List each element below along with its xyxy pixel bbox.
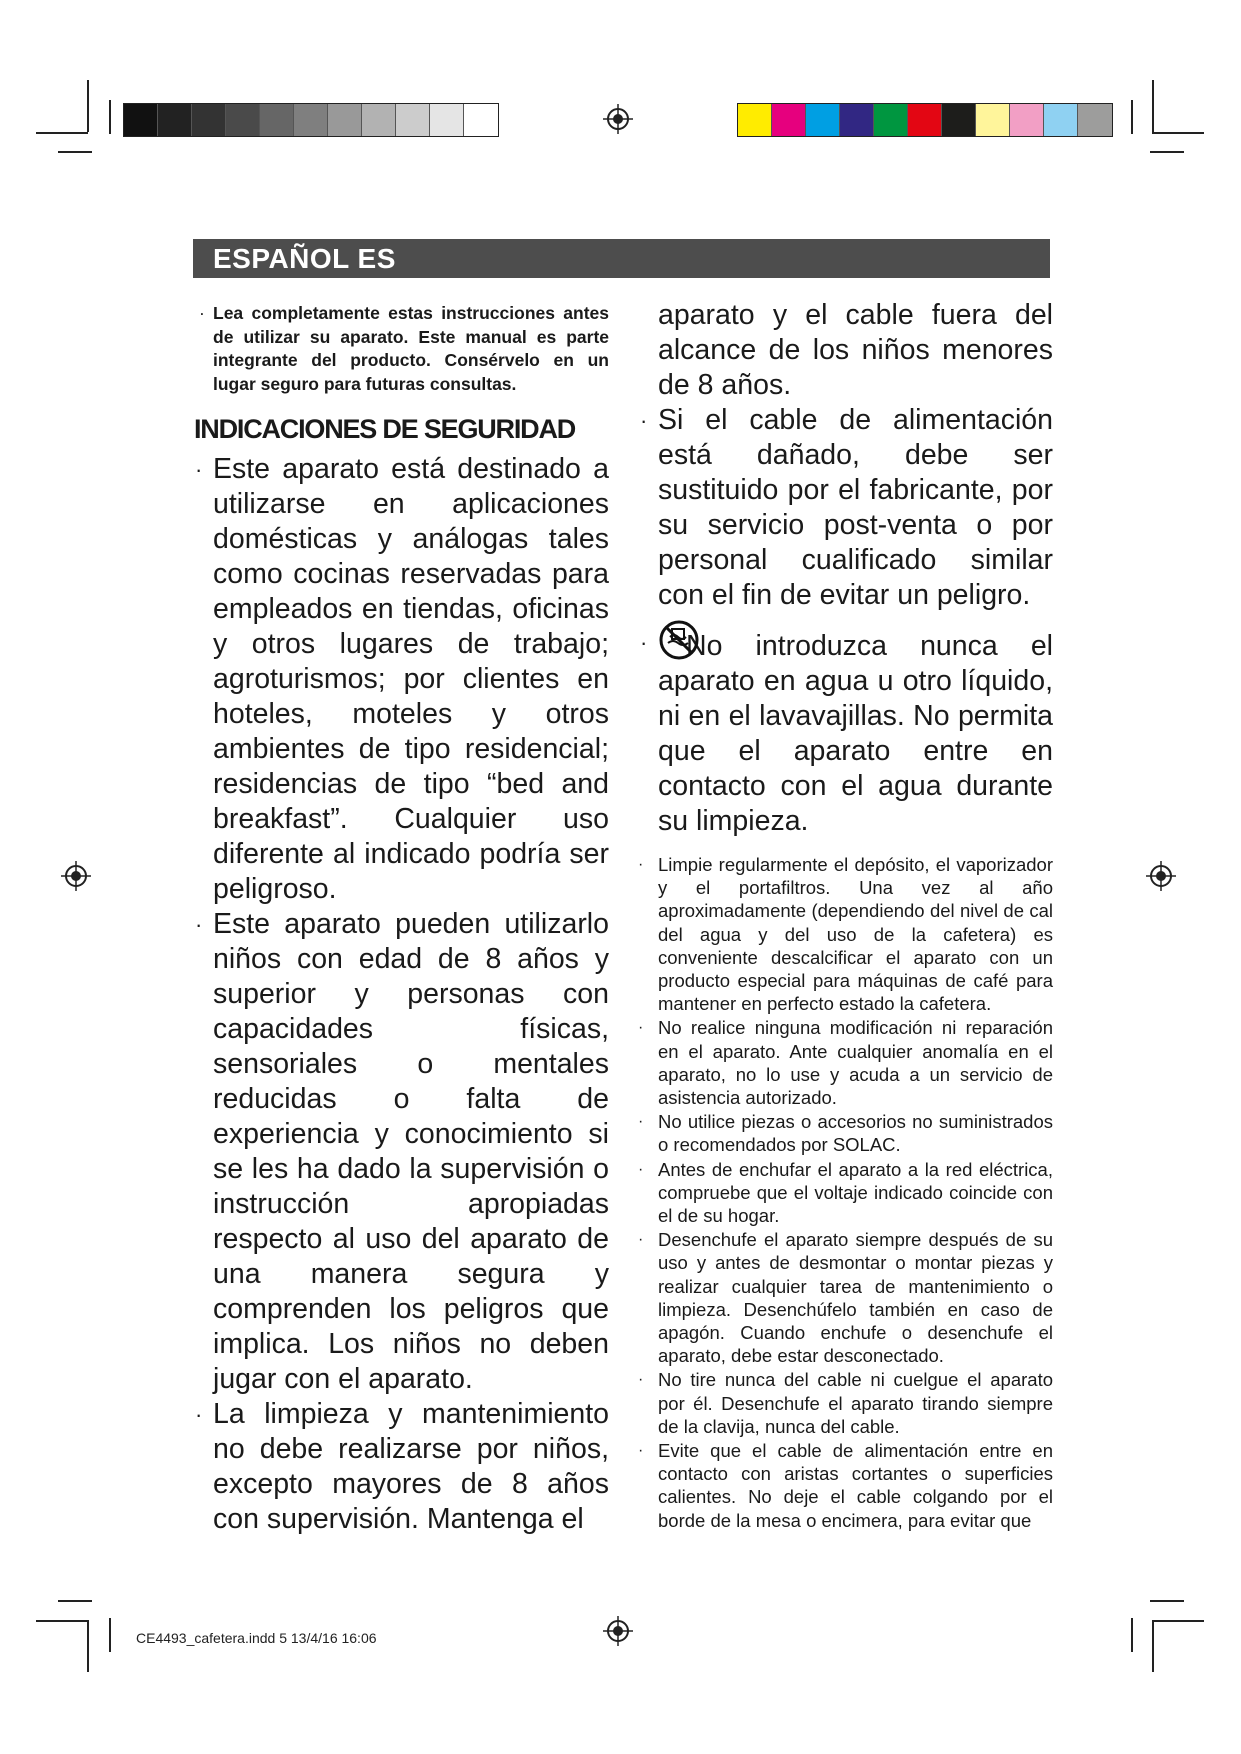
right-column [638, 298, 1053, 1533]
crop-mark-tr-h [1152, 132, 1204, 134]
item-bullet: · [640, 408, 648, 433]
item-bullet: · [195, 912, 203, 937]
grayscale-color-bar [123, 103, 499, 137]
continued-text: aparato y el cable fuera del alcance de los niños menores de 8 años. [658, 299, 1053, 401]
grayscale-swatch [124, 104, 158, 136]
left-column [195, 302, 609, 1537]
intro-bullet: · [199, 303, 205, 323]
item-bullet: · [638, 1231, 644, 1249]
process-color-swatch [840, 104, 874, 136]
item-bullet: · [638, 1371, 644, 1389]
safety-item-no-immerse [640, 619, 1053, 839]
grayscale-swatch [192, 104, 226, 136]
item-bullet: · [638, 1442, 644, 1460]
crop-mark-bl-h [36, 1620, 88, 1622]
grayscale-swatch [158, 104, 192, 136]
crop-mark-tl-h [36, 132, 88, 134]
print-slug: CE4493_cafetera.indd 5 13/4/16 16:06 [136, 1630, 377, 1646]
crop-mark-bl-h2 [58, 1600, 92, 1602]
crop-mark-tr-v2 [1131, 100, 1133, 134]
small-item-text: Evite que el cable de alimentación entre en contacto con aristas cortantes o superficies calientes. No deje el cable colgando por el borde de la mesa o encimera, para evitar que [658, 1440, 1053, 1531]
crop-mark-bl-v [87, 1620, 89, 1672]
item-bullet: · [638, 856, 644, 873]
small-item-text: Antes de enchufar el aparato a la red eléctrica, compruebe que el voltaje indicado coincide con el de su hogar. [658, 1158, 1053, 1227]
small-items-list [638, 853, 1053, 1532]
intro-paragraph [195, 302, 609, 396]
crop-mark-br-v2 [1131, 1618, 1133, 1652]
process-color-swatch [976, 104, 1010, 136]
language-header-bar [193, 239, 1050, 278]
safety-item-text: No introduzca nunca el aparato en agua u otro líquido, ni en el lavavajillas. No permita que el aparato entre en contacto con el agua durante su limpieza. [658, 630, 1053, 837]
grayscale-swatch [328, 104, 362, 136]
grayscale-swatch [362, 104, 396, 136]
registration-mark-top-icon [603, 104, 633, 134]
crop-mark-br-h [1152, 1620, 1204, 1622]
registration-mark-right-icon [1146, 861, 1176, 891]
small-item-text: Limpie regularmente el depósito, el vaporizador y el portafiltros. Una vez al año aproximadamente (dependiendo del nivel de cal del agua y del uso de la cafetera) es conveniente descalcificar el aparato con un producto especial para máquinas de café para mantener en perfecto estado la cafetera. [658, 854, 1053, 1015]
safety-item-text: Este aparato está destinado a utilizarse en aplicaciones domésticas y análogas tales como cocinas reservadas para empleados en tiendas, oficinas y otros lugares de trabajo; agroturismos; por clientes en hoteles, moteles y otros ambientes de tipo residencial; residencias de tipo “bed and breakfast”. Cualquier uso diferente al indicado podría ser peligroso. [213, 453, 609, 905]
small-safety-item [638, 853, 1053, 1015]
crop-mark-tr-v [1152, 80, 1154, 132]
crop-mark-tr-h2 [1150, 151, 1184, 153]
crop-mark-tl-v [87, 80, 89, 132]
small-safety-item [638, 1368, 1053, 1438]
item-bullet: · [638, 1113, 644, 1131]
safety-item [195, 907, 609, 1397]
process-color-swatch [772, 104, 806, 136]
small-safety-item [638, 1158, 1053, 1228]
item-bullet: · [195, 1402, 203, 1427]
no-immerse-icon [658, 619, 700, 661]
grayscale-swatch [396, 104, 430, 136]
process-color-swatch [738, 104, 772, 136]
small-item-text: No tire nunca del cable ni cuelgue el aparato por él. Desenchufe el aparato tirando siempre de la clavija, nunca del cable. [658, 1369, 1053, 1437]
item-bullet: · [638, 1019, 644, 1037]
grayscale-swatch [226, 104, 260, 136]
crop-mark-tl-h2 [58, 151, 92, 153]
grayscale-swatch [294, 104, 328, 136]
registration-mark-left-icon [61, 861, 91, 891]
registration-mark-bottom-icon [603, 1616, 633, 1646]
item-bullet: · [195, 457, 203, 482]
small-safety-item [638, 1439, 1053, 1532]
crop-mark-br-v [1152, 1620, 1154, 1672]
process-color-swatch [806, 104, 840, 136]
grayscale-swatch [430, 104, 464, 136]
process-color-swatch [908, 104, 942, 136]
process-color-swatch [1078, 104, 1112, 136]
section-title: INDICACIONES DE SEGURIDAD [194, 414, 576, 444]
intro-text: Lea completamente estas instrucciones antes de utilizar su aparato. Este manual es parte integrante del producto. Consérvelo en un lugar seguro para futuras consultas. [213, 303, 609, 394]
small-item-text: No realice ninguna modificación ni reparación en el aparato. Ante cualquier anomalía en el aparato, no lo use y acuda a un servicio de asistencia autorizado. [658, 1017, 1053, 1109]
safety-item-text: Si el cable de alimentación está dañado, debe ser sustituido por el fabricante, por su servicio post-venta o por personal cualificado similar con el fin de evitar un peligro. [658, 404, 1053, 611]
small-item-text: No utilice piezas o accesorios no suministrados o recomendados por SOLAC. [658, 1111, 1053, 1156]
process-color-swatch [1044, 104, 1078, 136]
process-color-swatch [874, 104, 908, 136]
crop-mark-br-h2 [1150, 1600, 1184, 1602]
crop-mark-tl-v2 [109, 100, 111, 134]
small-item-text: Desenchufe el aparato siempre después de su uso y antes de desmontar o montar piezas y realizar cualquier tarea de mantenimiento o limpieza. Desenchúfelo también en caso de apagón. Cuando enchufe o desenchufe el aparato, debe estar desconectado. [658, 1229, 1053, 1367]
safety-item [195, 1397, 609, 1537]
safety-item [195, 452, 609, 907]
safety-item-text: Este aparato pueden utilizarlo niños con edad de 8 años y superior y personas con capacidades físicas, sensoriales o mentales reducidas o falta de experiencia y conocimiento si se les ha dado la supervisión o instrucción apropiadas respecto al uso del aparato de una manera segura y comprenden los peligros que implica. Los niños no deben jugar con el aparato. [213, 908, 609, 1395]
process-color-swatch [942, 104, 976, 136]
item-bullet: · [638, 1160, 644, 1178]
grayscale-swatch [464, 104, 498, 136]
safety-item [640, 403, 1053, 613]
small-safety-item [638, 1110, 1053, 1156]
item-bullet: · [640, 630, 648, 655]
safety-item-text: La limpieza y mantenimiento no debe realizarse por niños, excepto mayores de 8 años con supervisión. Mantenga el [213, 1398, 609, 1535]
crop-mark-bl-v2 [109, 1618, 111, 1652]
language-label: ESPAÑOL ES [213, 243, 396, 274]
small-safety-item [638, 1016, 1053, 1109]
small-safety-item [638, 1228, 1053, 1367]
process-color-swatch [1010, 104, 1044, 136]
grayscale-swatch [260, 104, 294, 136]
process-color-bar [737, 103, 1113, 137]
